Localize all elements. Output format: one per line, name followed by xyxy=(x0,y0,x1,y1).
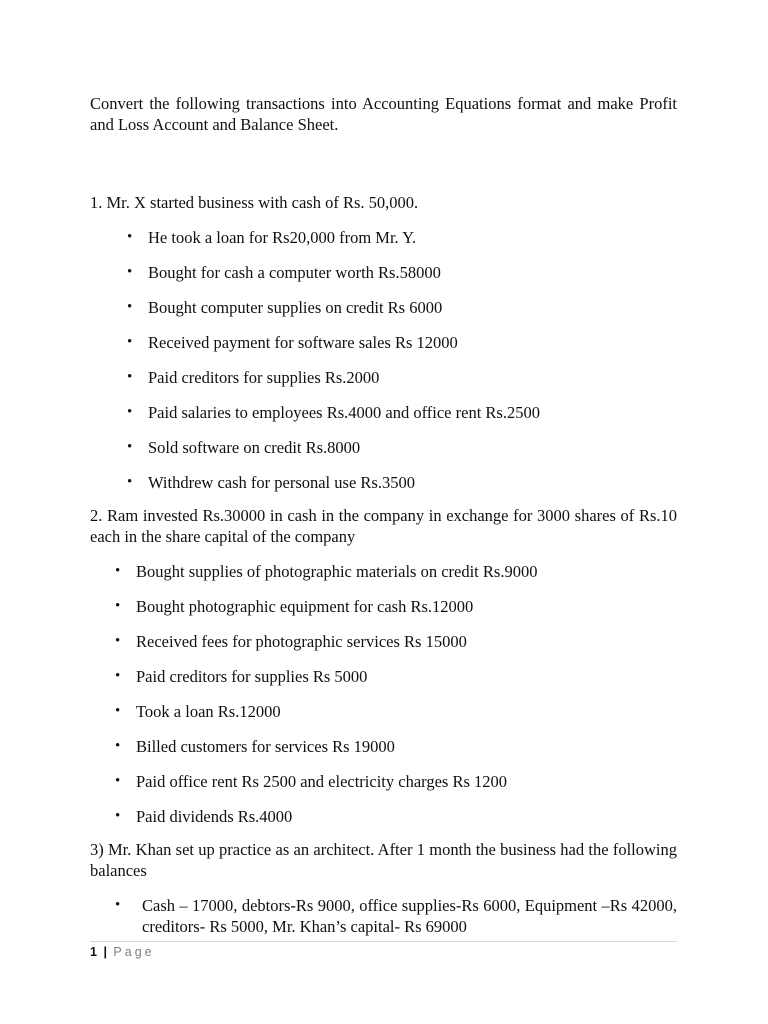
list-item: • Paid creditors for supplies Rs 5000 xyxy=(90,666,677,687)
list-item: • Took a loan Rs.12000 xyxy=(90,701,677,722)
section-3-list xyxy=(90,895,677,937)
document-body xyxy=(90,93,677,949)
list-item: • Paid office rent Rs 2500 and electricity charges Rs 1200 xyxy=(90,771,677,792)
section-3-heading: 3) Mr. Khan set up practice as an architect. After 1 month the business had the following balances xyxy=(90,840,677,880)
list-item: • Bought for cash a computer worth Rs.58000 xyxy=(90,262,677,283)
list-item: • Paid salaries to employees Rs.4000 and office rent Rs.2500 xyxy=(90,402,677,423)
list-item: • Sold software on credit Rs.8000 xyxy=(90,437,677,458)
list-item: • Paid dividends Rs.4000 xyxy=(90,806,677,827)
page-number: 1 xyxy=(90,945,97,959)
list-item: • Withdrew cash for personal use Rs.3500 xyxy=(90,472,677,493)
list-item: • Received payment for software sales Rs 12000 xyxy=(90,332,677,353)
page-label: Page xyxy=(113,945,155,959)
list-item: • Paid creditors for supplies Rs.2000 xyxy=(90,367,677,388)
footer-divider xyxy=(90,941,677,942)
section-1-list xyxy=(90,227,677,493)
list-item: • He took a loan for Rs20,000 from Mr. Y. xyxy=(90,227,677,248)
section-1-heading: 1. Mr. X started business with cash of Rs. 50,000. xyxy=(90,193,419,212)
list-item: • Bought computer supplies on credit Rs 6000 xyxy=(90,297,677,318)
list-item: • Cash – 17000, debtors-Rs 9000, office supplies-Rs 6000, Equipment –Rs 42000, creditors- Rs 5000, Mr. Khan’s capital- Rs 69000 xyxy=(90,895,677,937)
list-item: • Bought photographic equipment for cash Rs.12000 xyxy=(90,596,677,617)
intro-paragraph: Convert the following transactions into Accounting Equations format and make Profit and Loss Account and Balance Sheet. xyxy=(90,94,677,134)
list-item: • Billed customers for services Rs 19000 xyxy=(90,736,677,757)
footer-separator: | xyxy=(103,945,107,959)
page-footer xyxy=(90,944,155,960)
list-item: • Bought supplies of photographic materials on credit Rs.9000 xyxy=(90,561,677,582)
section-2-list xyxy=(90,561,677,827)
list-item: • Received fees for photographic services Rs 15000 xyxy=(90,631,677,652)
section-2-heading: 2. Ram invested Rs.30000 in cash in the company in exchange for 3000 shares of Rs.10 each in the share capital of the company xyxy=(90,506,677,546)
